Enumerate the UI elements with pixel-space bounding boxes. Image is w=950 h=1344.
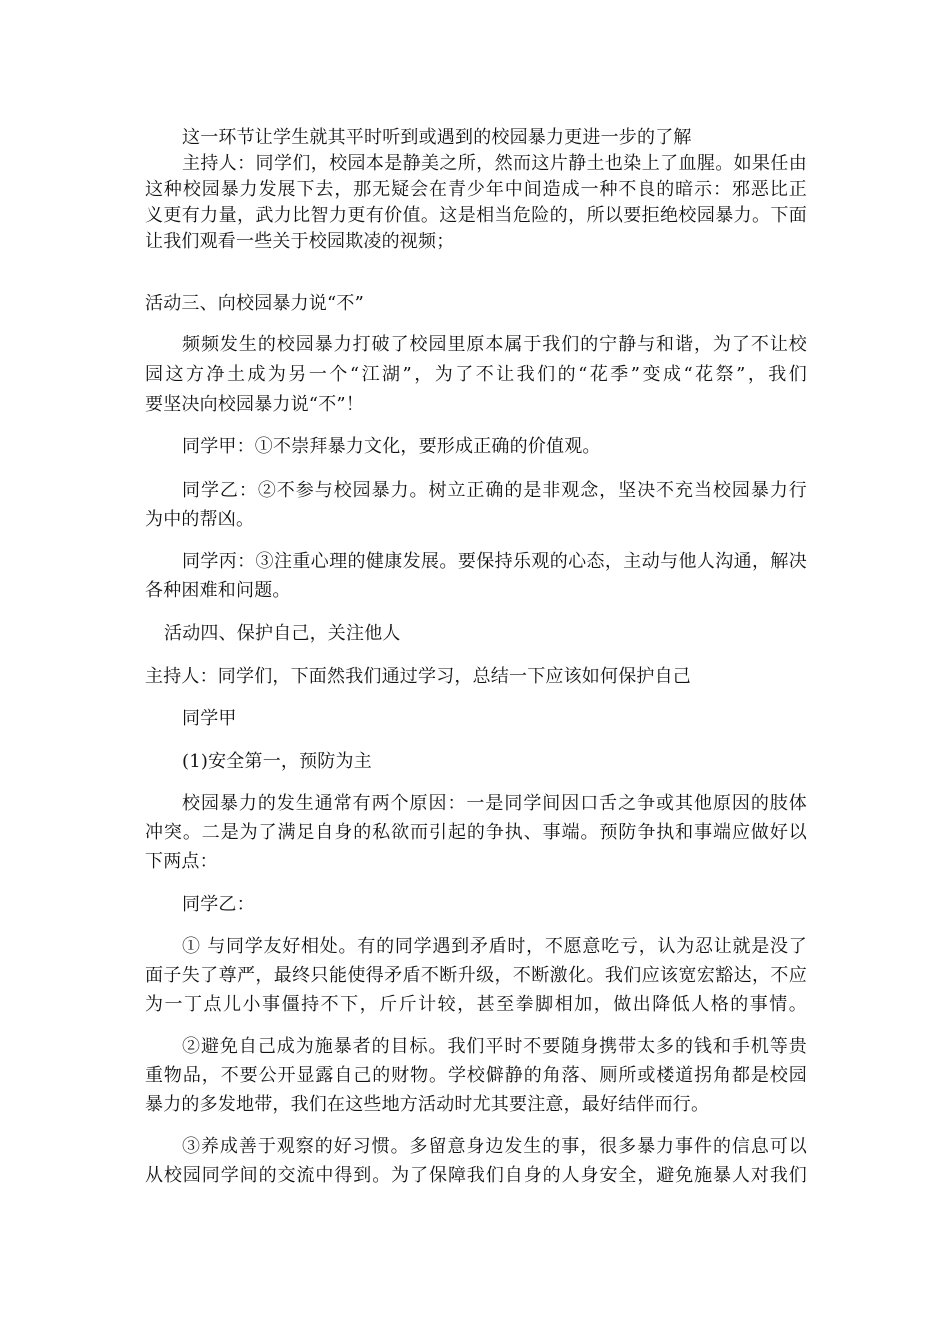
text-line: 校园暴力的发生通常有两个原因：一是同学间因口舌之争或其他原因的肢体 [182, 793, 807, 814]
text-line: 面子失了尊严，最终只能使得矛盾不断升级，不断激化。我们应该宽宏豁达，不应 [145, 965, 807, 986]
text-line: 主持人：同学们，校园本是静美之所，然而这片静土也染上了血腥。如果任由 [182, 153, 807, 174]
text-line: 同学甲：①不崇拜暴力文化，要形成正确的价值观。 [182, 436, 601, 457]
text-line: 冲突。二是为了满足自身的私欲而引起的争执、事端。预防争执和事端应做好以 [145, 822, 807, 843]
text-line: ③养成善于观察的好习惯。多留意身边发生的事，很多暴力事件的信息可以 [182, 1136, 807, 1157]
text-line: 各种困难和问题。 [145, 580, 291, 601]
text-line: 这一环节让学生就其平时听到或遇到的校园暴力更进一步的了解 [182, 127, 692, 148]
section-heading: 活动四、保护自己，关注他人 [164, 623, 401, 644]
text-line: 从校园同学间的交流中得到。为了保障我们自身的人身安全，避免施暴人对我们 [145, 1165, 807, 1186]
text-line: (1)安全第一，预防为主 [182, 751, 372, 772]
text-line: 让我们观看一些关于校园欺凌的视频； [145, 231, 455, 252]
text-line: 同学乙：②不参与校园暴力。树立正确的是非观念，坚决不充当校园暴力行 [182, 480, 807, 501]
text-line: 同学甲 [182, 708, 237, 729]
text-line: 下两点： [145, 851, 218, 872]
text-line: 园这方净土成为另一个“江湖”，为了不让我们的“花季”变成“花祭”，我们 [145, 364, 807, 385]
text-line: 要坚决向校园暴力说“不”！ [145, 394, 365, 415]
text-line: 主持人：同学们，下面然我们通过学习，总结一下应该如何保护自己 [145, 666, 691, 687]
text-line: 同学乙： [182, 894, 255, 915]
text-line: 暴力的多发地带，我们在这些地方活动时尤其要注意，最好结伴而行。 [145, 1094, 710, 1115]
text-line: 频频发生的校园暴力打破了校园里原本属于我们的宁静与和谐，为了不让校 [182, 334, 807, 355]
text-line: 同学丙：③注重心理的健康发展。要保持乐观的心态，主动与他人沟通，解决 [182, 551, 807, 572]
text-line: 为一丁点儿小事僵持不下，斤斤计较，甚至拳脚相加，做出降低人格的事情。 [145, 994, 807, 1015]
section-heading: 活动三、向校园暴力说“不” [145, 293, 365, 314]
text-line: ②避免自己成为施暴者的目标。我们平时不要随身携带太多的钱和手机等贵 [182, 1036, 807, 1057]
text-line: 为中的帮凶。 [145, 509, 255, 530]
text-line: ① 与同学友好相处。有的同学遇到矛盾时，不愿意吃亏，认为忍让就是没了 [182, 936, 807, 957]
text-line: 这种校园暴力发展下去，那无疑会在青少年中间造成一种不良的暗示：邪恶比正 [145, 179, 807, 200]
text-line: 重物品，不要公开显露自己的财物。学校僻静的角落、厕所或楼道拐角都是校园 [145, 1065, 807, 1086]
text-line: 义更有力量，武力比智力更有价值。这是相当危险的，所以要拒绝校园暴力。下面 [145, 205, 807, 226]
